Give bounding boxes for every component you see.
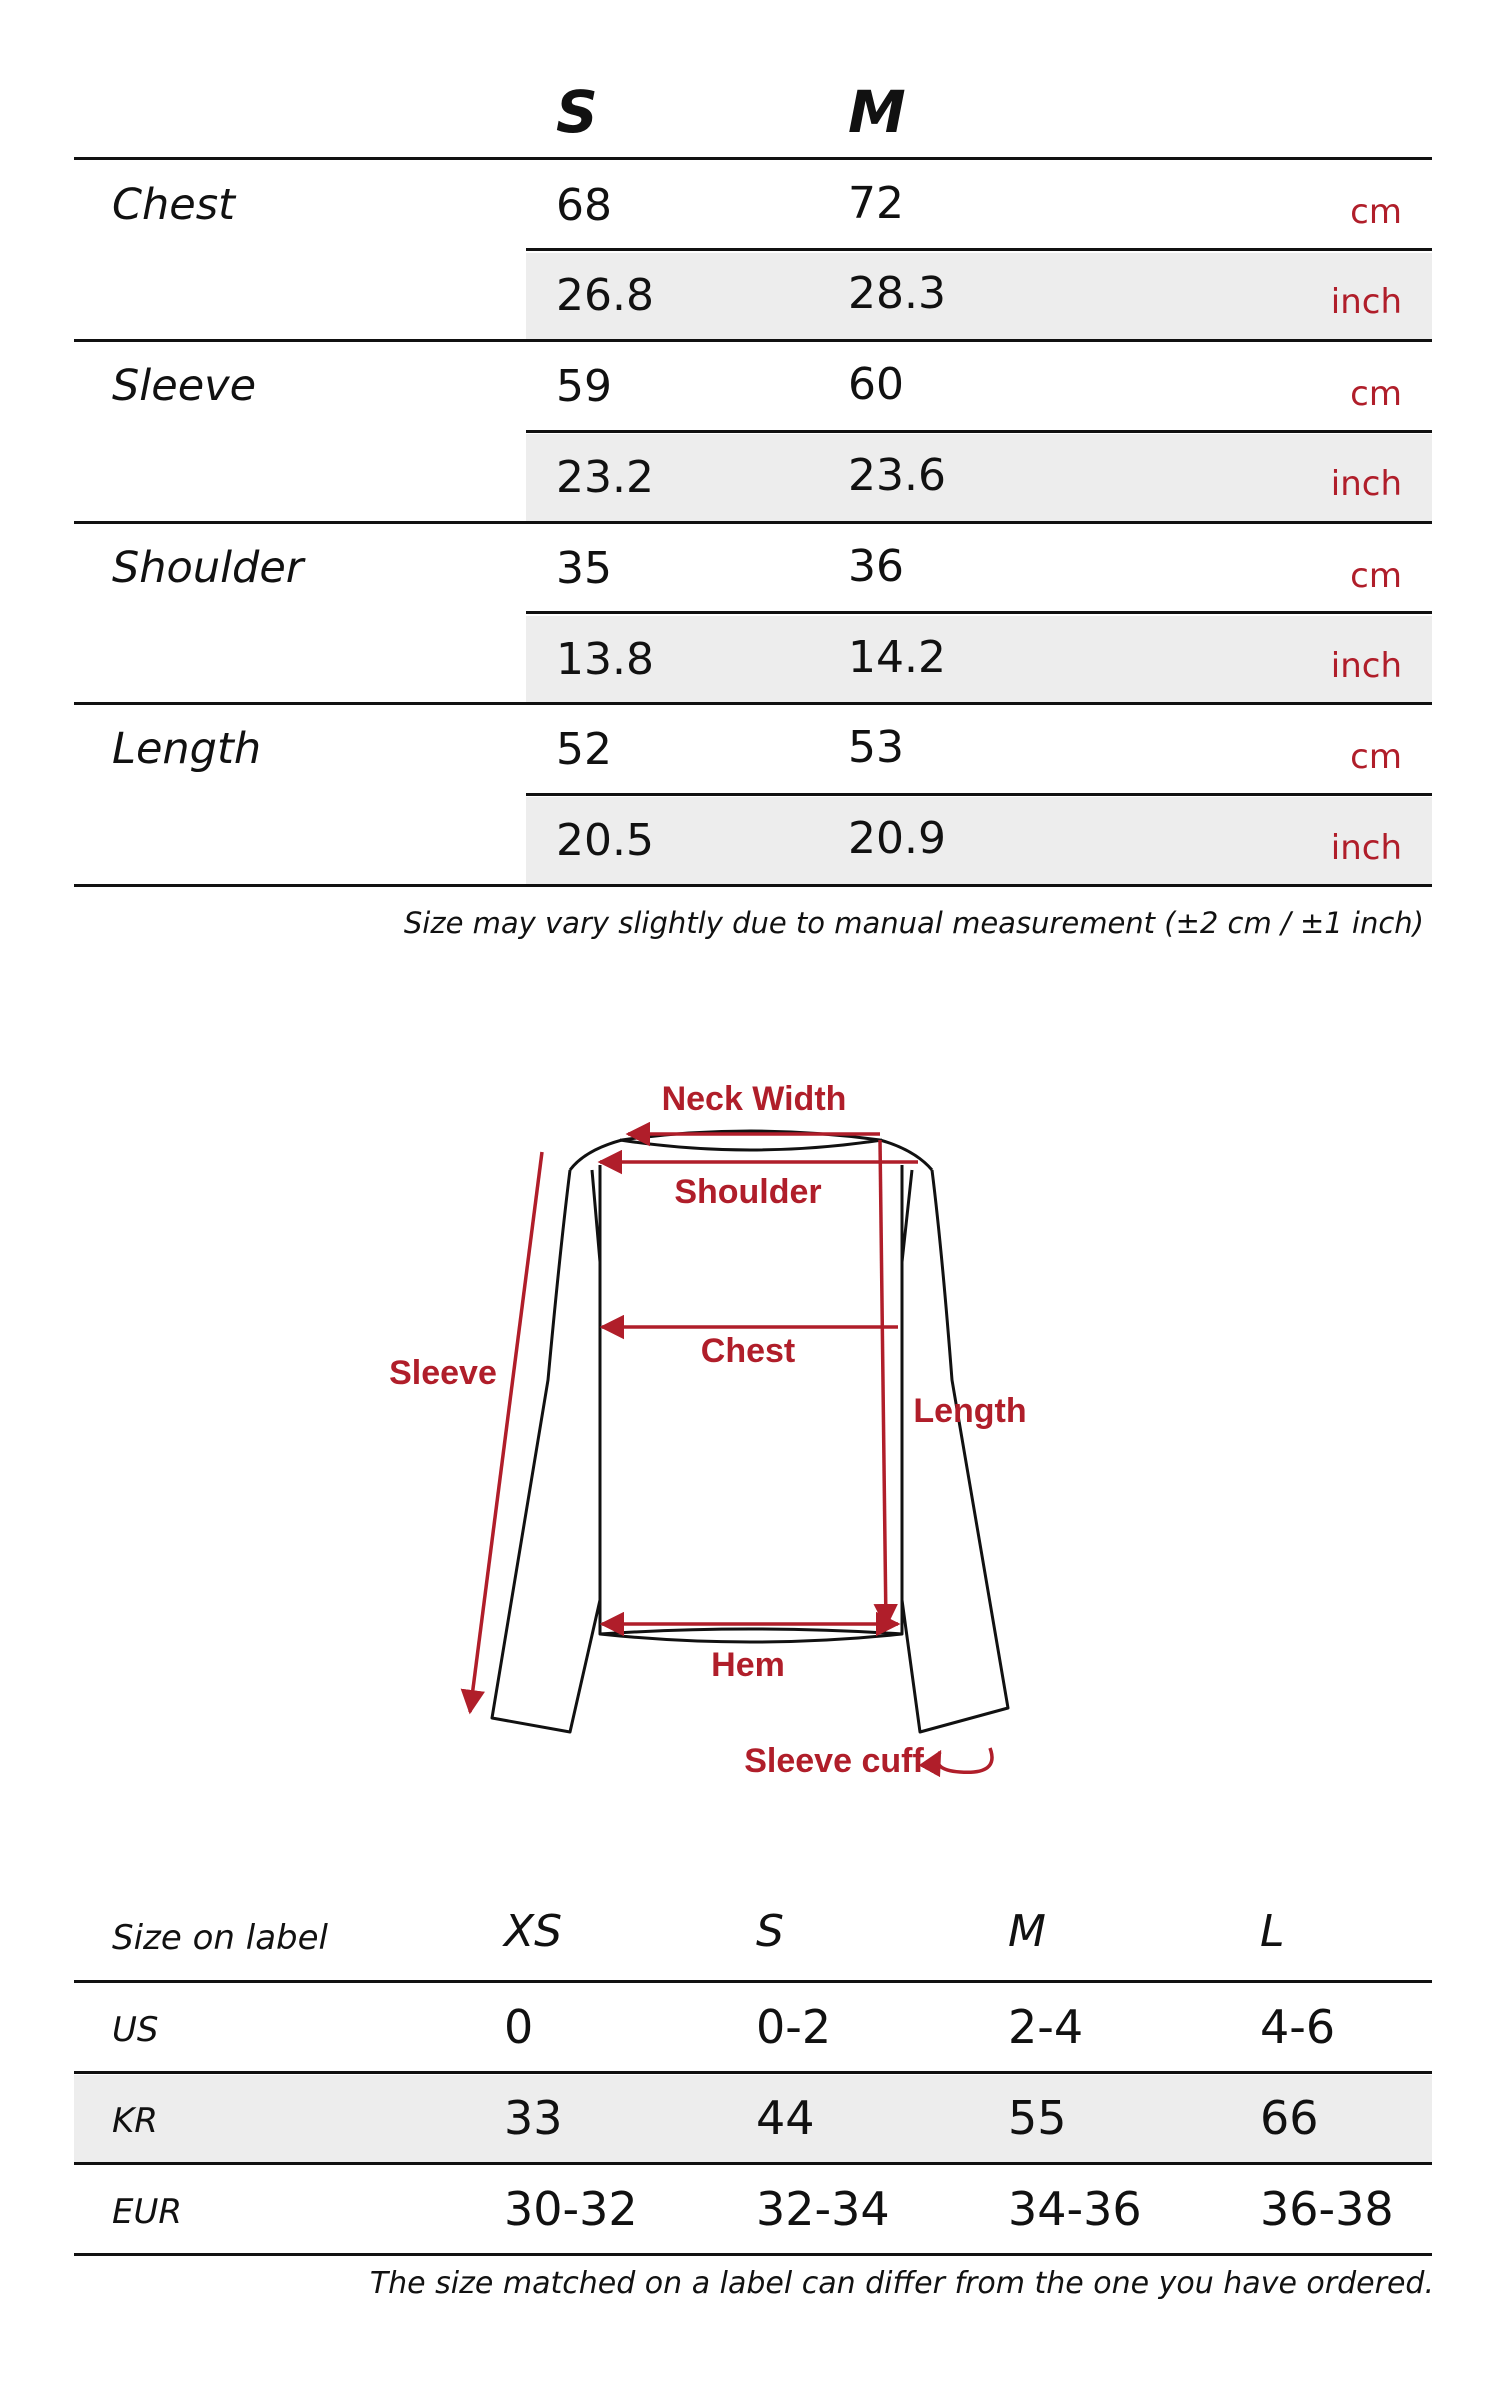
label-shoulder: Shoulder: [674, 1173, 822, 1211]
table-rule: [74, 2071, 1432, 2074]
conv-size-header: M: [1008, 1906, 1046, 1957]
conv-value: 44: [756, 2091, 815, 2145]
label-chest: Chest: [700, 1332, 796, 1370]
cell-value: 20.5: [556, 815, 654, 866]
unit-cm: cm: [1350, 556, 1402, 596]
conv-value: 0-2: [756, 2000, 832, 2054]
cell-value: 14.2: [848, 632, 946, 683]
sweater-outline: [492, 1131, 1008, 1732]
cell-value: 53: [848, 722, 904, 773]
cell-value: 68: [556, 180, 612, 231]
cell-value: 13.8: [556, 634, 654, 685]
table-rule: [74, 2253, 1432, 2256]
table-rule: [74, 1980, 1432, 1983]
cell-value: 52: [556, 724, 612, 775]
label-sleeve: Sleeve: [389, 1354, 497, 1392]
conv-value: 36-38: [1260, 2182, 1394, 2236]
table-rule: [526, 248, 1432, 251]
row-label-kr: KR: [112, 2101, 158, 2141]
conv-value: 34-36: [1008, 2182, 1142, 2236]
conv-value: 55: [1008, 2091, 1067, 2145]
conv-value: 33: [504, 2091, 563, 2145]
table-rule: [74, 521, 1432, 524]
kr-row-bg: [74, 2075, 1432, 2163]
table-rule: [526, 430, 1432, 433]
conv-size-header: S: [756, 1906, 784, 1957]
size-header-m: M: [848, 78, 906, 146]
conv-value: 4-6: [1260, 2000, 1336, 2054]
row-label-length: Length: [112, 724, 262, 774]
unit-inch: inch: [1330, 828, 1402, 868]
table-rule: [74, 339, 1432, 342]
table-rule: [74, 2162, 1432, 2165]
table-rule: [526, 611, 1432, 614]
conv-size-header: L: [1260, 1906, 1285, 1957]
label-length: Length: [913, 1392, 1027, 1430]
conv-value: 30-32: [504, 2182, 638, 2236]
cell-value: 20.9: [848, 813, 946, 864]
cell-value: 59: [556, 361, 612, 412]
unit-inch: inch: [1330, 282, 1402, 322]
cell-value: 72: [848, 178, 904, 229]
table-rule: [74, 884, 1432, 887]
unit-inch: inch: [1330, 464, 1402, 504]
cell-value: 60: [848, 359, 904, 410]
row-label-chest: Chest: [112, 180, 235, 230]
cell-value: 35: [556, 543, 612, 594]
label-neck-width: Neck Width: [661, 1080, 847, 1118]
sleeve-cuff-arrow: [938, 1748, 993, 1772]
garment-diagram: [0, 1000, 1500, 1820]
table-rule: [526, 793, 1432, 796]
inch-row-bg: [526, 797, 1432, 884]
label-hem: Hem: [711, 1646, 785, 1684]
measurement-note: Size may vary slightly due to manual measurement (±2 cm / ±1 inch): [403, 906, 1424, 940]
conv-size-header: XS: [504, 1906, 563, 1957]
table-rule: [74, 702, 1432, 705]
unit-cm: cm: [1350, 192, 1402, 232]
cell-value: 23.2: [556, 452, 654, 503]
conv-value: 0: [504, 2000, 534, 2054]
cell-value: 23.6: [848, 450, 946, 501]
inch-row-bg: [526, 616, 1432, 702]
cell-value: 26.8: [556, 270, 654, 321]
table-rule: [74, 157, 1432, 160]
row-label-us: US: [112, 2010, 159, 2050]
conv-value: 66: [1260, 2091, 1319, 2145]
unit-cm: cm: [1350, 737, 1402, 777]
conv-value: 2-4: [1008, 2000, 1084, 2054]
size-header-s: S: [556, 78, 598, 146]
row-label-shoulder: Shoulder: [112, 543, 304, 593]
size-on-label-header: Size on label: [112, 1918, 328, 1958]
inch-row-bg: [526, 253, 1432, 339]
unit-cm: cm: [1350, 374, 1402, 414]
inch-row-bg: [526, 434, 1432, 521]
cell-value: 28.3: [848, 268, 946, 319]
conv-value: 32-34: [756, 2182, 890, 2236]
unit-inch: inch: [1330, 646, 1402, 686]
label-sleeve-cuff: Sleeve cuff: [744, 1742, 924, 1780]
row-label-eur: EUR: [112, 2192, 182, 2232]
conversion-note: The size matched on a label can differ from the one you have ordered.: [369, 2266, 1434, 2301]
row-label-sleeve: Sleeve: [112, 361, 257, 411]
cell-value: 36: [848, 541, 904, 592]
length-arrow: [880, 1140, 886, 1626]
